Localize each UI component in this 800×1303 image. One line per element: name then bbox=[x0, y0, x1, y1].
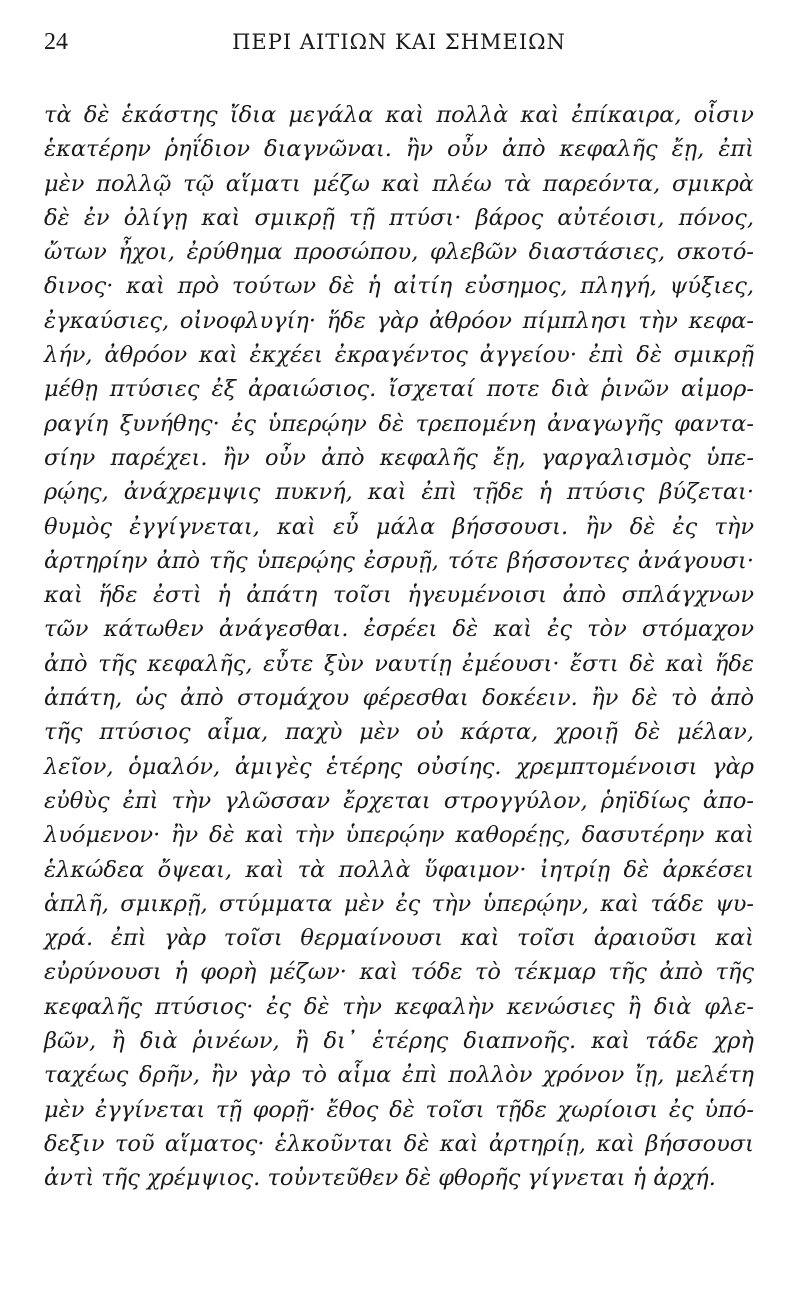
text-line: λυόμενον· ἢν δὲ καὶ τὴν ὑπερῴην καθορέῃς, δασυτέρην καὶ bbox=[44, 822, 754, 849]
text-line: βῶν, ἢ διὰ ῥινέων, ἢ δι᾽ ἑτέρης διαπνοῆς. καὶ τάδε χρὴ bbox=[44, 1028, 754, 1055]
text-line: εὐθὺς ἐπὶ τὴν γλῶσσαν ἔρχεται στρογγύλον, ῥηϊδίως ἀπο- bbox=[44, 787, 754, 814]
text-line: καὶ ἥδε ἐστὶ ἡ ἀπάτη τοῖσι ἡγευμένοισι ἀπὸ σπλάγχνων bbox=[44, 582, 754, 609]
page-number: 24 bbox=[44, 29, 68, 55]
text-line: ἐγκαύσιες, οἰνοφλυγίη· ἥδε γὰρ ἀθρόον πίμπλησι τὴν κεφα- bbox=[44, 307, 754, 334]
text-line: ταχέως δρῆν, ἢν γὰρ τὸ αἷμα ἐπὶ πολλὸν χρόνον ἴῃ, μελέτη bbox=[44, 1062, 754, 1089]
text-line: μὲν ἐγγίνεται τῇ φορῇ· ἔθος δὲ τοῖσι τῇδε χωρίοισι ἐς ὑπό- bbox=[44, 1096, 754, 1123]
text-line: δεξιν τοῦ αἵματος· ἑλκοῦνται δὲ καὶ ἀρτηρίῃ, καὶ βήσσουσι bbox=[44, 1130, 754, 1157]
text-line: μὲν πολλῷ τῷ αἵματι μέζω καὶ πλέω τὰ παρεόντα, σμικρὰ bbox=[44, 170, 754, 197]
text-line: ἀπὸ τῆς κεφαλῆς, εὖτε ξὺν ναυτίῃ ἐμέουσι· ἔστι δὲ καὶ ἥδε bbox=[44, 650, 754, 677]
text-line: ἀντὶ τῆς χρέμψιος. τοὐντεῦθεν δὲ φθορῆς γίγνεται ἡ ἀρχή. bbox=[44, 1165, 716, 1192]
body-text bbox=[44, 98, 754, 1196]
text-line: μέθῃ πτύσιες ἐξ ἀραιώσιος. ἴσχεταί ποτε διὰ ῥινῶν αἱμορ- bbox=[44, 376, 754, 403]
text-line: λεῖον, ὁμαλόν, ἀμιγὲς ἑτέρης οὐσίης. χρεμπτομένοισι γὰρ bbox=[44, 753, 754, 780]
text-line: τὰ δὲ ἑκάστης ἴδια μεγάλα καὶ πολλὰ καὶ ἐπίκαιρα, οἷσιν bbox=[44, 102, 754, 128]
text-line: σίην παρέχει. ἢν οὖν ἀπὸ κεφαλῆς ἔῃ, γαργαλισμὸς ὑπε- bbox=[44, 444, 754, 471]
text-line: ἀρτηρίην ἀπὸ τῆς ὑπερῴης ἐσρυῇ, τότε βήσσοντες ἀνάγουσι· bbox=[44, 547, 754, 574]
text-line: ἀπάτη, ὡς ἀπὸ στομάχου φέρεσθαι δοκέειν. ἢν δὲ τὸ ἀπὸ bbox=[44, 685, 754, 712]
text-line: θυμὸς ἐγγίγνεται, καὶ εὖ μάλα βήσσουσι. ἢν δὲ ἐς τὴν bbox=[44, 513, 754, 540]
text-line: ἑλκώδεα ὄψεαι, καὶ τὰ πολλὰ ὕφαιμον· ἰητρίῃ δὲ ἀρκέσει bbox=[44, 856, 754, 883]
running-title: ΠΕΡΙ ΑΙΤΙΩΝ ΚΑΙ ΣΗΜΕΙΩΝ bbox=[232, 30, 566, 54]
text-line: λήν, ἀθρόον καὶ ἐκχέει ἐκραγέντος ἀγγείου· ἐπὶ δὲ σμικρῇ bbox=[44, 342, 754, 369]
text-line: ραγίη ξυνήθης· ἐς ὑπερῴην δὲ τρεπομένη ἀναγωγῆς φαντα- bbox=[44, 410, 754, 437]
text-line: χρά. ἐπὶ γὰρ τοῖσι θερμαίνουσι καὶ τοῖσι ἀραιοῦσι καὶ bbox=[44, 925, 754, 952]
text-line: ὤτων ἦχοι, ἐρύθημα προσώπου, φλεβῶν διαστάσιες, σκοτό- bbox=[44, 239, 754, 266]
text-line: δὲ ἐν ὀλίγῃ καὶ σμικρῇ τῇ πτύσι· βάρος αὐτέοισι, πόνος, bbox=[44, 204, 754, 231]
text-line: τῶν κάτωθεν ἀνάγεσθαι. ἐσρέει δὲ καὶ ἐς τὸν στόμαχον bbox=[44, 616, 754, 643]
text-line: τῆς πτύσιος αἷμα, παχὺ μὲν οὐ κάρτα, χροιῇ δὲ μέλαν, bbox=[44, 719, 754, 746]
text-line: εὐρύνουσι ἡ φορὴ μέζων· καὶ τόδε τὸ τέκμαρ τῆς ἀπὸ τῆς bbox=[44, 959, 754, 986]
text-line: κεφαλῆς πτύσιος· ἐς δὲ τὴν κεφαλὴν κενώσιες ἢ διὰ φλε- bbox=[44, 993, 754, 1020]
text-line: δινος· καὶ πρὸ τούτων δὲ ἡ αἰτίη εὐσημος, πληγή, ψύξιες, bbox=[44, 273, 754, 300]
text-line: ρῴης, ἀνάχρεμψις πυκνή, καὶ ἐπὶ τῇδε ἡ πτύσις βύζεται· bbox=[44, 479, 754, 506]
text-line: ἁπλῆ, σμικρῇ, στύμματα μὲν ἐς τὴν ὑπερῴην, καὶ τάδε ψυ- bbox=[44, 890, 754, 917]
text-line: ἑκατέρην ῥηΐδιον διαγνῶναι. ἢν οὖν ἀπὸ κεφαλῆς ἔῃ, ἐπὶ bbox=[44, 136, 754, 163]
running-head bbox=[44, 22, 754, 62]
